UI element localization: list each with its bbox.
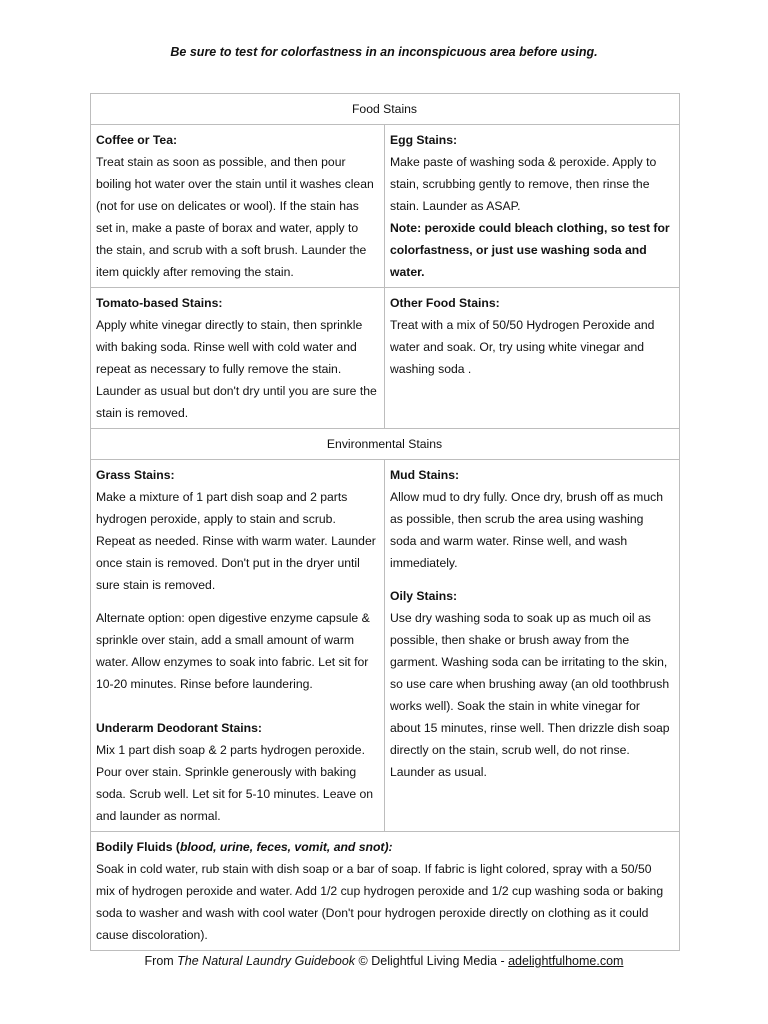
other-food-stains-heading: Other Food Stains: [390, 296, 500, 310]
footer-copyright: © Delightful Living Media - [355, 954, 509, 968]
coffee-tea-cell [91, 125, 385, 288]
bodily-fluids-text: Soak in cold water, rub stain with dish soap or a bar of soap. If fabric is light colored, spray with a 50/50 mix of hydrogen peroxide and water. Add 1/2 cup hydrogen peroxide and 1/2 cup washing soda or baking soda to washer and wash with cool water (Don't pour hydrogen peroxide directly on clothing as it could cause discoloration). [96, 862, 664, 942]
oily-stains-heading: Oily Stains: [390, 589, 458, 603]
tomato-stains-heading: Tomato-based Stains: [96, 296, 223, 310]
coffee-tea-heading: Coffee or Tea: [96, 133, 178, 147]
grass-underarm-cell [91, 460, 385, 832]
egg-peroxide-note: Note: peroxide could bleach clothing, so test for colorfastness, or just use washing soda and water. [390, 221, 670, 279]
bodily-fluids-heading-prefix: Bodily Fluids ( [96, 840, 180, 854]
footer-from: From [144, 954, 178, 968]
tomato-stains-cell [91, 288, 385, 429]
tomato-stains-text: Apply white vinegar directly to stain, then sprinkle with baking soda. Rinse well with cold water and repeat as necessary to fully remove the stain. Launder as usual but don't dry until you are sure the stain is removed. [96, 318, 377, 420]
colorfastness-note: Be sure to test for colorfastness in an inconspicuous area before using. [170, 45, 598, 59]
underarm-stains-text: Mix 1 part dish soap & 2 parts hydrogen peroxide. Pour over stain. Sprinkle generously with baking soda. Scrub well. Let sit for 5-10 minutes. Leave on and launder as normal. [96, 743, 374, 823]
bodily-fluids-heading [96, 836, 673, 858]
stain-guide-table [90, 93, 680, 951]
oily-stains-text: Use dry washing soda to soak up as much oil as possible, then shake or brush away from the garment. Washing soda can be irritating to the skin, so use care when brushing away (an old toothbrush works well). Soak the stain in white vinegar for about 15 minutes, rinse well. Then drizzle dish soap directly on the stain, scrub well, do not rinse. Launder as usual. [390, 611, 670, 779]
bodily-fluids-cell [91, 832, 680, 951]
bodily-fluids-heading-list: blood, urine, feces, vomit, and snot): [179, 840, 393, 854]
mud-stains-text: Allow mud to dry fully. Once dry, brush off as much as possible, then scrub the area using washing soda and warm water. Rinse well, and wash immediately. [390, 490, 663, 570]
other-food-stains-text: Treat with a mix of 50/50 Hydrogen Peroxide and water and soak. Or, try using white vinegar and washing soda . [390, 318, 655, 376]
grass-stains-heading: Grass Stains: [96, 468, 175, 482]
grass-alternate-option: Alternate option: open digestive enzyme capsule & sprinkle over stain, add a small amount of warm water. Allow enzymes to soak into fabric. Let sit for 10-20 minutes. Rinse before laundering. [96, 611, 370, 691]
egg-stains-text: Make paste of washing soda & peroxide. Apply to stain, scrubbing gently to remove, then rinse the stain. Launder as ASAP. [390, 155, 657, 213]
egg-stains-cell [385, 125, 680, 288]
underarm-stains-heading: Underarm Deodorant Stains: [96, 721, 262, 735]
other-food-stains-cell [385, 288, 680, 429]
footer-book-title: The Natural Laundry Guidebook [177, 954, 356, 968]
mud-oily-cell [385, 460, 680, 832]
footer-website-link[interactable]: adelightfulhome.com [508, 954, 624, 968]
footer-credit [0, 954, 768, 968]
egg-stains-heading: Egg Stains: [390, 133, 458, 147]
grass-stains-text: Make a mixture of 1 part dish soap and 2 parts hydrogen peroxide, apply to stain and scrub. Repeat as needed. Rinse with warm water. Launder once stain is removed. Don't put in the dryer until sure stain is removed. [96, 490, 376, 592]
coffee-tea-text: Treat stain as soon as possible, and then pour boiling hot water over the stain until it washes clean (not for use on delicates or wool). If the stain has set in, make a paste of borax and water, apply to the stain, and scrub with a soft brush. Launder the item quickly after removing the stain. [96, 155, 374, 279]
mud-stains-heading: Mud Stains: [390, 468, 460, 482]
environmental-stains-header: Environmental Stains [91, 429, 680, 460]
food-stains-header: Food Stains [91, 94, 680, 125]
